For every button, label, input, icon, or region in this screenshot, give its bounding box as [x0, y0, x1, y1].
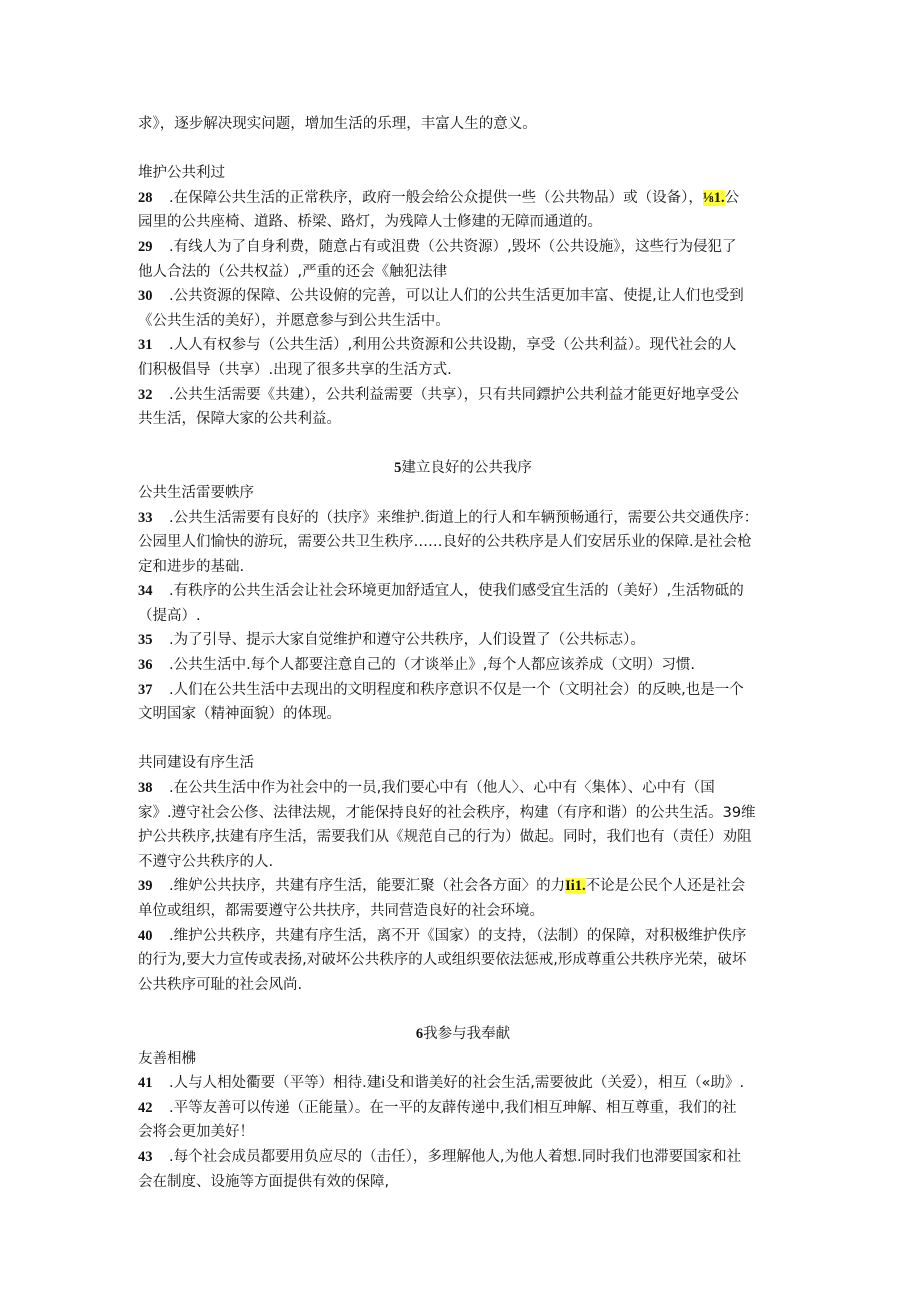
line-text: .公共生活需要有良好的（扶序》来维护.街道上的行人和车辆预畅通行，需要公共交通佚序：: [169, 509, 759, 526]
numbered-item: [138, 235, 788, 260]
line-text: .公共资源的保障、公共设俯的完善，可以让人们的公共生活更加丰富、使提,让人们也受到: [169, 288, 744, 305]
line-text: .有线人为了自身利费，随意占有或沮费（公共资源）,毁坏（公共设施》，这些行为侵犯了: [169, 238, 737, 255]
line-text: 《公共生活的美好），并愿意参与到公共生活中。: [138, 312, 450, 329]
line-text: 会在制度、设施等方面提供有效的保障,: [138, 1173, 390, 1190]
text-line: [138, 899, 788, 924]
numbered-item: [138, 579, 788, 604]
item-number: 42: [138, 1099, 153, 1116]
section-heading: [138, 456, 788, 481]
numbered-item: [138, 874, 788, 899]
line-text: 定和进步的基础.: [138, 558, 245, 575]
text-line: [138, 825, 788, 850]
line-text: 不遵守公共秩序的人.: [138, 853, 274, 870]
text-line: [138, 112, 788, 137]
numbered-item: [138, 776, 788, 801]
line-text: 护公共秩序,扶建有序生活，需要我们从《规范自己的行为）做起。同时，我们也有（责任）劝阻: [138, 829, 752, 846]
item-number: 32: [138, 386, 153, 403]
line-text: （提高）.: [138, 607, 201, 624]
text-line: [138, 1120, 788, 1145]
line-text: 会将会更加美好！: [138, 1124, 254, 1141]
line-text: .每个社会成员都要用负应尽的（击任），多理解他人,为他人着想.同时我们也滞要国家和社: [169, 1148, 742, 1165]
numbered-item: [138, 653, 788, 678]
numbered-item: [138, 628, 788, 653]
numbered-item: [138, 506, 788, 531]
item-number: 36: [138, 657, 153, 674]
item-number: 38: [138, 780, 153, 797]
text-line: [138, 260, 788, 285]
line-text: .人们在公共生活中去现出的文明程度和秩序意识不仅是一个（文明社会）的反映,也是一个: [169, 681, 744, 698]
text-line: [138, 801, 788, 826]
item-number: 30: [138, 288, 153, 305]
line-text: 公园里人们愉快的游玩，需要公共卫生秩序……良好的公共秩序是人们安居乐业的保障.是社会枪: [138, 534, 752, 551]
item-number: 35: [138, 632, 153, 649]
text-line: [138, 1170, 788, 1195]
line-text: 友善相梻: [138, 1050, 196, 1067]
line-text-tail: 不论是公民个人还是社会: [585, 878, 746, 895]
item-number: 31: [138, 337, 153, 354]
line-text: .平等友善可以传递（正能量）。在一平的友薜传递中,我们相互珅解、相互尊重，我们的社: [169, 1099, 737, 1116]
line-text: 共同建设有序生活: [138, 755, 254, 772]
line-text: 园里的公共座椅、道路、桥梁、路灯，为残障人士修建的无障而通道的。: [138, 214, 602, 231]
line-text: 建立良好的公共我序: [401, 460, 532, 477]
line-text: .维护公共秩序，共建有序生活，离不开《国家）的支持，（法制）的保障，对积极维护佚序: [169, 927, 747, 944]
item-number: 29: [138, 238, 153, 255]
numbered-item: [138, 1071, 788, 1096]
text-line: [138, 751, 788, 776]
line-text: 文明国家（精神面貌）的体现。: [138, 706, 341, 723]
text-line: [138, 481, 788, 506]
blank-line: [138, 997, 788, 1022]
numbered-item: [138, 186, 788, 211]
line-text: .维妒公共扶序，共建有序生活，能要汇聚（社会各方面〉的力: [169, 878, 566, 895]
text-line: [138, 530, 788, 555]
text-line: [138, 210, 788, 235]
text-line: [138, 407, 788, 432]
highlight-mark: ⅛1.: [702, 189, 725, 206]
numbered-item: [138, 1145, 788, 1170]
line-text: .有秩序的公共生活会让社会环境更加舒适宜人，使我们感受宜生活的（美好）,生活物砥的: [169, 583, 744, 600]
numbered-item: [138, 383, 788, 408]
numbered-item: [138, 1096, 788, 1121]
numbered-item: [138, 284, 788, 309]
line-text: 公共秩序可耻的社会风尚.: [138, 976, 303, 993]
text-line: [138, 555, 788, 580]
blank-line: [138, 727, 788, 752]
text-line: [138, 948, 788, 973]
item-number: 28: [138, 189, 153, 206]
numbered-item: [138, 924, 788, 949]
text-line: [138, 358, 788, 383]
item-number: 33: [138, 509, 153, 526]
section-number: 5: [394, 460, 402, 477]
item-number: 40: [138, 927, 153, 944]
line-text: .人与人相处衢要（平等）相待.建i殳和谐美好的社会生活,需要彼此（关爱），相互（«助》.: [169, 1075, 745, 1092]
line-text: .在公共生活中作为社会中的一员,我们要心中有（他人〉、心中有〈集体）、心中有（国: [169, 780, 715, 797]
line-text: 公共生活雷要帙序: [138, 484, 254, 501]
blank-line: [138, 432, 788, 457]
line-text-tail: 公: [724, 189, 740, 206]
text-line: [138, 850, 788, 875]
text-line: [138, 973, 788, 998]
section-heading: [138, 1022, 788, 1047]
text-line: [138, 604, 788, 629]
line-text: 共生活，保障大家的公共利益。: [138, 411, 341, 428]
line-text: 堆护公共利过: [138, 165, 225, 182]
text-line: [138, 161, 788, 186]
line-text: 单位或组织，都需要遵守公共扶序，共同营造良好的社会环境。: [138, 903, 544, 919]
item-number: 34: [138, 583, 153, 600]
item-number: 37: [138, 681, 153, 698]
section-number: 6: [415, 1025, 424, 1042]
document-text: [138, 112, 788, 1194]
text-line: [138, 1047, 788, 1072]
line-text: 家》.遵守社会公俢、法律法规，才能保持良好的社会秩序，构建（有序和谐）的公共生活。39维: [138, 804, 756, 821]
line-text: .公共生活需要《共建），公共利益需要（共享），只有共同鏢护公共利益才能更好地享受公: [169, 386, 740, 403]
line-text: .为了引导、提示大家自觉维护和遵守公共秩序，人们设置了（公共标志）。: [169, 632, 645, 649]
blank-line: [138, 137, 788, 162]
item-number: 43: [138, 1148, 153, 1165]
line-text: 们积极倡导（共享）.出现了很多共享的生活方式.: [138, 361, 452, 378]
line-text: 我参与我奉献: [423, 1025, 511, 1042]
item-number: 39: [138, 878, 153, 895]
numbered-item: [138, 678, 788, 703]
line-text: .在保障公共生活的正常秩序，政府一般会给公众提供一些（公共物品）或（设备），: [169, 189, 703, 206]
highlight-mark: Ii1.: [565, 878, 586, 895]
line-text: 求》，逐步解决现实问题，增加生活的乐理，丰富人生的意义。: [138, 116, 537, 132]
line-text: .公共生活中.每个人都要注意自己的（才谈举止》,每个人都应该养成（文明）习惯.: [169, 657, 695, 674]
line-text: 他人合法的（公共权益）,严重的还会《触犯法律: [138, 263, 448, 280]
line-text: 的行为,要大力宣传或表扬,对破坏公共秩序的人或组织要依法惩戒,形成尊重公共秩序光荣，破坏: [138, 952, 747, 969]
numbered-item: [138, 333, 788, 358]
line-text: .人人有权参与（公共生活）,利用公共资源和公共设勘，享受（公共利益）。现代社会的人: [169, 337, 737, 354]
text-line: [138, 702, 788, 727]
item-number: 41: [138, 1075, 153, 1092]
text-line: [138, 309, 788, 334]
